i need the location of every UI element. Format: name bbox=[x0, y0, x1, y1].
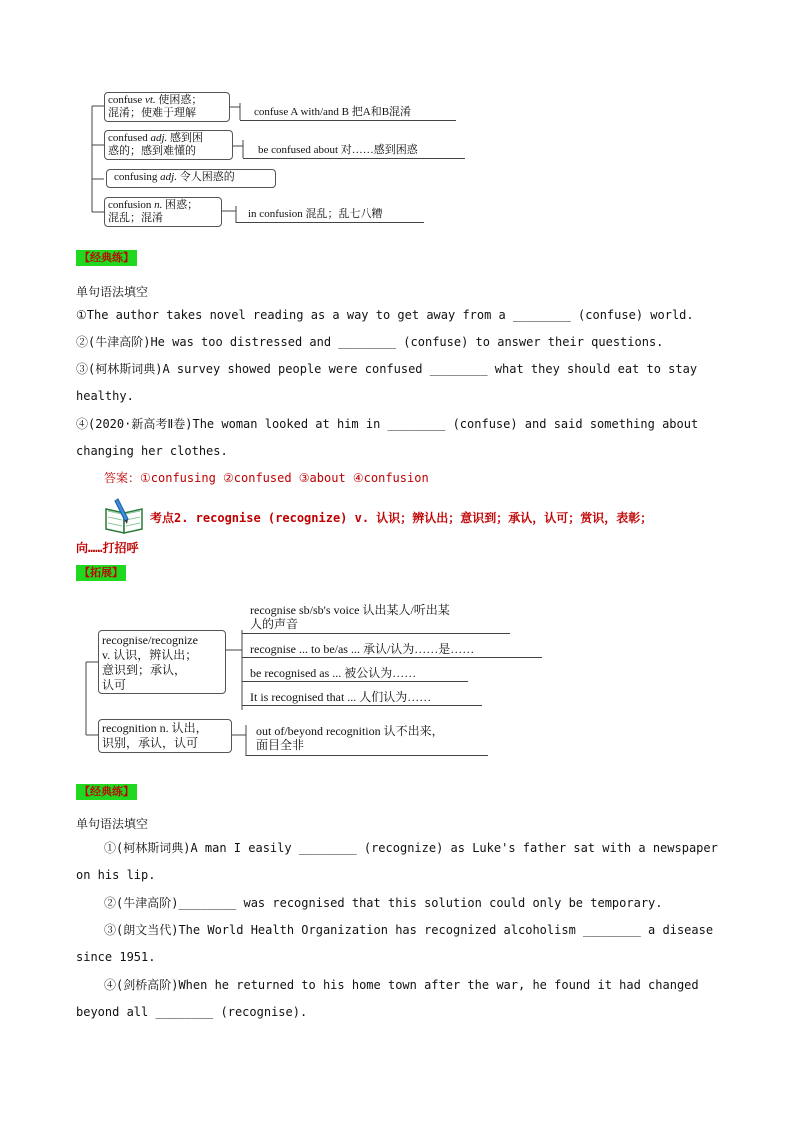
kaodian-title: 考点2. recognise (recognize) v. 认识；辨认出；意识到；承认，认可；赏识，表彰； bbox=[150, 511, 653, 525]
recognition-leaf-cont: 面目全非 bbox=[256, 738, 305, 752]
recognition-leaf: out of/beyond recognition 认不出来， bbox=[256, 724, 444, 738]
question2-4-cont: beyond all ________ (recognise). bbox=[76, 1005, 308, 1019]
underline bbox=[242, 633, 510, 634]
confusing-node: confusing adj. 令人困惑的 bbox=[106, 169, 276, 188]
question2-3-cont: since 1951. bbox=[76, 950, 156, 964]
question2-2: ②(牛津高阶)________ was recognised that this solution could only be temporary. bbox=[104, 896, 663, 910]
question-2: ②(牛津高阶)He was too distressed and ________ (confuse) to answer their questions. bbox=[76, 335, 664, 349]
expand-tag: 【拓展】 bbox=[76, 565, 126, 581]
recognise-leaf-3: be recognised as ... 被公认为…… bbox=[250, 666, 417, 680]
question2-1: ①(柯林斯词典)A man I easily ________ (recognize) as Luke's father sat with a newspaper bbox=[104, 841, 718, 855]
recognise-leaf-4: It is recognised that ... 人们认为…… bbox=[250, 690, 432, 704]
underline bbox=[246, 755, 488, 756]
recognise-leaf-1-cont: 人的声音 bbox=[250, 617, 299, 631]
confused-node: confused adj. 感到困 惑的；感到难懂的 bbox=[104, 130, 233, 160]
confusion-leaf: in confusion 混乱；乱七八糟 bbox=[248, 208, 383, 220]
answer-label: 答案： bbox=[104, 471, 141, 485]
practice2-tag: 【经典练】 bbox=[76, 784, 137, 800]
question2-3: ③(朗文当代)The World Health Organization has recognized alcoholism ________ a disease bbox=[104, 923, 714, 937]
recognise-leaf-1: recognise sb/sb's voice 认出某人/听出某 bbox=[250, 603, 450, 617]
underline bbox=[242, 657, 542, 658]
answer-line bbox=[104, 470, 429, 486]
underline bbox=[240, 120, 456, 121]
question-3: ③(柯林斯词典)A survey showed people were confused ________ what they should eat to stay bbox=[76, 362, 698, 376]
underline bbox=[242, 705, 482, 706]
practice2-heading: 单句语法填空 bbox=[76, 817, 149, 831]
practice-tag: 【经典练】 bbox=[76, 250, 137, 266]
question-3-cont: healthy. bbox=[76, 389, 134, 403]
kaodian-title-cont: 向……打招呼 bbox=[76, 541, 139, 555]
question2-1-cont: on his lip. bbox=[76, 868, 156, 882]
practice-heading: 单句语法填空 bbox=[76, 285, 149, 299]
question-1: ①The author takes novel reading as a way to get away from a ________ (confuse) world. bbox=[76, 308, 694, 322]
recognise-leaf-2: recognise ... to be/as ... 承认/认为……是…… bbox=[250, 642, 475, 656]
confused-leaf: be confused about 对……感到困惑 bbox=[258, 144, 418, 156]
underline bbox=[236, 222, 424, 223]
underline bbox=[243, 158, 465, 159]
confusion-node: confusion n. 困惑； 混乱；混淆 bbox=[104, 197, 222, 227]
question-4-cont: changing her clothes. bbox=[76, 444, 228, 458]
answer-text: ①confusing ②confused ③about ④confusion bbox=[140, 471, 429, 485]
book-pencil-icon bbox=[104, 497, 144, 535]
recognition-node: recognition n. 认出， 识别，承认，认可 bbox=[98, 719, 232, 753]
question-4: ④(2020·新高考Ⅱ卷)The woman looked at him in ________ (confuse) and said something about bbox=[76, 417, 699, 431]
confuse-node: confuse vt. 使困惑； 混淆；使难于理解 bbox=[104, 92, 230, 122]
recognise-node: recognise/recognize v. 认识，辨认出； 意识到；承认， 认可 bbox=[98, 630, 226, 694]
question2-4: ④(剑桥高阶)When he returned to his home town after the war, he found it had changed bbox=[104, 978, 699, 992]
confuse-leaf: confuse A with/and B 把A和B混淆 bbox=[254, 106, 412, 118]
underline bbox=[242, 681, 468, 682]
